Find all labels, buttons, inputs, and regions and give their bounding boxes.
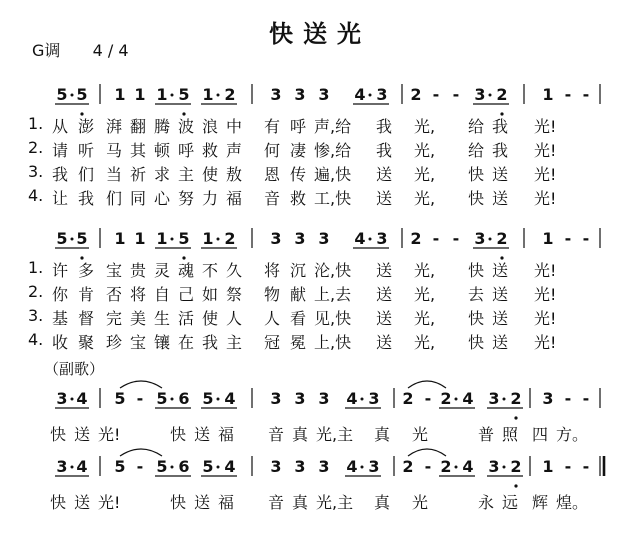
section-a-verse-4-syllable: 救: [290, 189, 307, 208]
section-b-verse-1-syllable: 许: [52, 261, 69, 280]
section-a-verse-3-syllable: 3.: [28, 162, 44, 181]
refrain-2-syllable: 送: [194, 493, 211, 512]
section-b-verse-3-syllable: 督: [78, 309, 95, 328]
section-a-verse-2-syllable: 惨,给: [314, 141, 352, 160]
refrain-1-syllable: 光: [412, 425, 429, 444]
section-a-verse-2-syllable: 声: [226, 141, 243, 160]
section-a-verse-4-syllable: 同: [130, 189, 147, 208]
section-a-verse-4-syllable: 快: [468, 189, 485, 208]
refrain-1-syllable: 普: [478, 425, 495, 444]
dot: [503, 466, 506, 469]
section-b-verse-3-syllable: 送: [492, 309, 509, 328]
section-b-verse-1-syllable: 将: [264, 261, 281, 280]
section-a-verse-1-syllable: 从: [52, 117, 69, 136]
dot: [455, 398, 458, 401]
dot: [217, 238, 220, 241]
note: 3: [270, 389, 282, 408]
section-a-verse-1-syllable: 波: [178, 117, 195, 136]
note: 1: [114, 229, 126, 248]
note: 5: [56, 229, 68, 248]
section-a-verse-4-syllable: 让: [52, 189, 69, 208]
section-a-verse-4-syllable: 音: [264, 189, 281, 208]
refrain-1-syllable: 真: [292, 425, 309, 444]
note: 3: [56, 389, 68, 408]
section-b-verse-3-syllable: 光,: [414, 309, 436, 328]
section-b-verse-3-syllable: 完: [106, 309, 123, 328]
section-a-verse-3-syllable: 当: [106, 165, 123, 184]
section-a-verse-3-syllable: 求: [154, 165, 171, 184]
refrain-2-syllable: 光!: [98, 493, 121, 512]
section-b-verse-2-syllable: 如: [202, 285, 219, 304]
section-b-verse-3-syllable: 美: [130, 309, 147, 328]
dot: [369, 94, 372, 97]
section-b-verse-2-syllable: 祭: [226, 285, 243, 304]
section-b-verse-2-syllable: 送: [376, 285, 393, 304]
section-b-verse-2-syllable: 将: [130, 285, 147, 304]
section-a-verse-4-syllable: 工,快: [314, 189, 352, 208]
section-a-verse-4-syllable: 我: [78, 189, 95, 208]
section-a-verse-3-syllable: 传: [290, 165, 307, 184]
note: 3: [294, 457, 306, 476]
refrain-2-syllable: 真: [374, 493, 391, 512]
refrain-label: （副歌）: [44, 360, 105, 378]
note: -: [582, 389, 590, 408]
section-b-verse-2-syllable: 自: [154, 285, 171, 304]
note: 3: [474, 229, 486, 248]
section-a-verse-2-syllable: 光!: [534, 141, 557, 160]
section-b-verse-4-syllable: 快: [468, 333, 485, 352]
section-a-verse-1-syllable: 澎: [78, 117, 95, 136]
note: 5: [156, 457, 168, 476]
dot: [171, 398, 174, 401]
section-a-verse-3-syllable: 们: [78, 165, 95, 184]
refrain-2-syllable: 音: [268, 493, 285, 512]
note: -: [432, 229, 440, 248]
section-a-verse-2-syllable: 呼: [178, 141, 195, 160]
note: 1: [114, 85, 126, 104]
section-b-verse-4-syllable: 收: [52, 333, 69, 352]
section-a-verse-4-syllable: 送: [376, 189, 393, 208]
tie-arc: [120, 449, 162, 456]
section-a-verse-1-syllable: 腾: [154, 117, 171, 136]
section-a-verse-2-syllable: 听: [78, 141, 95, 160]
section-b-verse-3-syllable: 活: [178, 309, 195, 328]
section-b-verse-3-syllable: 基: [52, 309, 69, 328]
section-a-verse-2-syllable: 我: [492, 141, 509, 160]
section-b-verse-4-syllable: 光!: [534, 333, 557, 352]
section-b-verse-1-syllable: 不: [202, 261, 219, 280]
section-a-verse-2-syllable: 给: [468, 141, 485, 160]
note: 3: [318, 457, 330, 476]
note: 3: [294, 85, 306, 104]
section-b-verse-2-syllable: 2.: [28, 282, 44, 301]
note: 2: [410, 85, 422, 104]
note: 2: [510, 389, 522, 408]
refrain-2-syllable: 远: [502, 493, 519, 512]
section-a-verse-1-syllable: 1.: [28, 114, 44, 133]
tie-arc: [408, 449, 446, 456]
section-a-verse-1-syllable: 有: [264, 117, 281, 136]
note: 4: [346, 389, 358, 408]
note: 4: [76, 389, 88, 408]
section-a-verse-1-syllable: 中: [226, 117, 243, 136]
note: -: [582, 229, 590, 248]
section-a-verse-4-syllable: 送: [492, 189, 509, 208]
note: 3: [294, 389, 306, 408]
note: 5: [114, 457, 126, 476]
note: 2: [410, 229, 422, 248]
note: 1: [542, 85, 554, 104]
section-b-verse-4-syllable: 冠: [264, 333, 281, 352]
note: 2: [402, 457, 414, 476]
note: -: [564, 389, 572, 408]
refrain-2-syllable: 光,主: [316, 493, 354, 512]
section-b-verse-3-syllable: 送: [376, 309, 393, 328]
refrain-2-syllable: 辉: [532, 493, 549, 512]
section-b-verse-4-syllable: 主: [226, 333, 243, 352]
lower-octave-dot: [514, 416, 517, 419]
note: 5: [178, 229, 190, 248]
note: -: [564, 457, 572, 476]
section-b-verse-4-syllable: 我: [202, 333, 219, 352]
note: -: [582, 85, 590, 104]
refrain-2-syllable: 永: [478, 493, 495, 512]
section-a-verse-3-syllable: 遍,快: [314, 165, 352, 184]
refrain-1-syllable: 快: [170, 425, 187, 444]
note: 5: [202, 389, 214, 408]
dot: [171, 238, 174, 241]
note: 5: [76, 85, 88, 104]
section-a-verse-2-syllable: 救: [202, 141, 219, 160]
note: -: [564, 85, 572, 104]
section-b-verse-2-syllable: 否: [106, 285, 123, 304]
note: 3: [318, 229, 330, 248]
refrain-2-syllable: 光: [412, 493, 429, 512]
note: 3: [56, 457, 68, 476]
note: 4: [346, 457, 358, 476]
section-a-verse-1-syllable: 湃: [106, 117, 123, 136]
section-b-verse-1-syllable: 多: [78, 261, 95, 280]
note: 3: [294, 229, 306, 248]
dot: [361, 398, 364, 401]
section-b-verse-1-syllable: 贵: [130, 261, 147, 280]
section-a-verse-2-syllable: 其: [130, 141, 147, 160]
section-a-verse-3-syllable: 祈: [130, 165, 147, 184]
section-b-verse-3-syllable: 人: [264, 309, 281, 328]
section-b-verse-1-syllable: 光,: [414, 261, 436, 280]
refrain-1-syllable: 音: [268, 425, 285, 444]
section-b-verse-1-syllable: 沦,快: [314, 261, 352, 280]
refrain-1-syllable: 四: [532, 425, 549, 444]
note: -: [452, 229, 460, 248]
section-a-verse-1-syllable: 我: [376, 117, 393, 136]
section-b-verse-3-syllable: 光!: [534, 309, 557, 328]
note: 4: [76, 457, 88, 476]
section-a-verse-2-syllable: 光,: [414, 141, 436, 160]
refrain-1-syllable: 快: [50, 425, 67, 444]
section-a-verse-1-syllable: 给: [468, 117, 485, 136]
section-a-verse-1-syllable: 呼: [290, 117, 307, 136]
section-b-verse-4-syllable: 宝: [130, 333, 147, 352]
note: -: [424, 389, 432, 408]
note: 1: [134, 229, 146, 248]
section-b-verse-2-syllable: 光!: [534, 285, 557, 304]
refrain-2-syllable: 真: [292, 493, 309, 512]
note: 3: [368, 389, 380, 408]
note: 5: [56, 85, 68, 104]
section-b-verse-3-syllable: 生: [154, 309, 171, 328]
note: 4: [462, 389, 474, 408]
time-signature: 4 / 4: [92, 41, 129, 60]
section-b-verse-1-syllable: 久: [226, 261, 243, 280]
note: -: [136, 389, 144, 408]
note: 1: [134, 85, 146, 104]
section-b-verse-4-syllable: 珍: [106, 333, 123, 352]
section-a-verse-1-syllable: 光,: [414, 117, 436, 136]
dot: [217, 94, 220, 97]
note: 1: [156, 85, 168, 104]
section-a-verse-4-syllable: 光,: [414, 189, 436, 208]
section-b-verse-4-syllable: 光,: [414, 333, 436, 352]
dot: [489, 94, 492, 97]
note: 4: [224, 457, 236, 476]
lower-octave-dot: [514, 484, 517, 487]
note: 5: [202, 457, 214, 476]
dot: [455, 466, 458, 469]
section-a-verse-2-syllable: 马: [106, 141, 123, 160]
note: 2: [496, 229, 508, 248]
note: 2: [510, 457, 522, 476]
note: 3: [542, 389, 554, 408]
section-b-verse-2-syllable: 肯: [78, 285, 95, 304]
dot: [71, 398, 74, 401]
section-a-verse-3-syllable: 光!: [534, 165, 557, 184]
dot: [217, 466, 220, 469]
dot: [71, 466, 74, 469]
note: 2: [224, 229, 236, 248]
note: 3: [488, 389, 500, 408]
note: 3: [270, 229, 282, 248]
section-b-verse-3-syllable: 看: [290, 309, 307, 328]
note: 3: [376, 85, 388, 104]
section-a-verse-3-syllable: 我: [52, 165, 69, 184]
note: 5: [114, 389, 126, 408]
section-b-verse-4-syllable: 4.: [28, 330, 44, 349]
note: -: [136, 457, 144, 476]
section-b-verse-3-syllable: 见,快: [314, 309, 352, 328]
section-a-verse-1-syllable: 声,给: [314, 117, 352, 136]
refrain-2-syllable: 福: [218, 493, 235, 512]
dot: [503, 398, 506, 401]
note: 3: [368, 457, 380, 476]
note: 1: [202, 229, 214, 248]
section-a-verse-2-syllable: 凄: [290, 141, 307, 160]
section-a-verse-1-syllable: 翻: [130, 117, 147, 136]
note: 6: [178, 457, 190, 476]
section-b-verse-1-syllable: 送: [376, 261, 393, 280]
note: 1: [542, 229, 554, 248]
section-b-verse-3-syllable: 3.: [28, 306, 44, 325]
note: -: [424, 457, 432, 476]
section-a-verse-1-syllable: 浪: [202, 117, 219, 136]
section-a-verse-4-syllable: 努: [178, 189, 195, 208]
note: 3: [488, 457, 500, 476]
section-b-verse-2-syllable: 献: [290, 285, 307, 304]
note: 4: [224, 389, 236, 408]
refrain-1-syllable: 送: [74, 425, 91, 444]
section-a-verse-4-syllable: 4.: [28, 186, 44, 205]
section-b-verse-2-syllable: 光,: [414, 285, 436, 304]
refrain-1-syllable: 方。: [556, 425, 589, 444]
dot: [171, 94, 174, 97]
refrain-1-syllable: 送: [194, 425, 211, 444]
section-a-verse-3-syllable: 光,: [414, 165, 436, 184]
note: 5: [156, 389, 168, 408]
refrain-1-syllable: 光!: [98, 425, 121, 444]
note: -: [582, 457, 590, 476]
section-b-verse-3-syllable: 人: [226, 309, 243, 328]
section-a-verse-3-syllable: 送: [376, 165, 393, 184]
section-b-verse-4-syllable: 送: [492, 333, 509, 352]
section-b-verse-1-syllable: 魂: [178, 261, 195, 280]
song-title: 快送光: [269, 20, 371, 48]
section-a-verse-4-syllable: 们: [106, 189, 123, 208]
section-a-verse-2-syllable: 我: [376, 141, 393, 160]
section-b-verse-3-syllable: 使: [202, 309, 219, 328]
refrain-1-syllable: 福: [218, 425, 235, 444]
note: 1: [202, 85, 214, 104]
section-b-verse-2-syllable: 上,去: [314, 285, 352, 304]
note: 4: [354, 229, 366, 248]
section-b-verse-4-syllable: 镶: [154, 333, 171, 352]
section-a-verse-3-syllable: 快: [468, 165, 485, 184]
section-b-verse-3-syllable: 快: [468, 309, 485, 328]
section-b-verse-1-syllable: 宝: [106, 261, 123, 280]
refrain-1-syllable: 真: [374, 425, 391, 444]
note: 4: [354, 85, 366, 104]
note: 3: [474, 85, 486, 104]
note: 5: [76, 229, 88, 248]
note: -: [452, 85, 460, 104]
note: 1: [156, 229, 168, 248]
section-a-verse-4-syllable: 光!: [534, 189, 557, 208]
dot: [361, 466, 364, 469]
section-a-verse-2-syllable: 2.: [28, 138, 44, 157]
note: 3: [270, 457, 282, 476]
section-b-verse-2-syllable: 己: [178, 285, 195, 304]
note: -: [564, 229, 572, 248]
section-b-verse-1-syllable: 光!: [534, 261, 557, 280]
note: 2: [402, 389, 414, 408]
dot: [369, 238, 372, 241]
section-a-verse-3-syllable: 使: [202, 165, 219, 184]
section-b-verse-1-syllable: 沉: [290, 261, 307, 280]
note: 5: [178, 85, 190, 104]
section-b-verse-4-syllable: 在: [178, 333, 195, 352]
section-b-verse-4-syllable: 上,快: [314, 333, 352, 352]
dot: [171, 466, 174, 469]
refrain-2-syllable: 快: [50, 493, 67, 512]
refrain-2-syllable: 快: [170, 493, 187, 512]
section-a-verse-2-syllable: 何: [264, 141, 281, 160]
section-a-verse-2-syllable: 顿: [154, 141, 171, 160]
note: 1: [542, 457, 554, 476]
section-b-verse-2-syllable: 送: [492, 285, 509, 304]
section-a-verse-1-syllable: 我: [492, 117, 509, 136]
tie-arc: [408, 381, 446, 388]
section-b-verse-1-syllable: 快: [468, 261, 485, 280]
section-b-verse-2-syllable: 去: [468, 285, 485, 304]
note: -: [432, 85, 440, 104]
key-signature: G调: [32, 41, 61, 60]
dot: [71, 238, 74, 241]
refrain-2-syllable: 煌。: [556, 493, 589, 512]
section-b-verse-1-syllable: 送: [492, 261, 509, 280]
note: 6: [178, 389, 190, 408]
dot: [71, 94, 74, 97]
section-b-verse-1-syllable: 1.: [28, 258, 44, 277]
section-a-verse-3-syllable: 敖: [226, 165, 243, 184]
refrain-1-syllable: 光,主: [316, 425, 354, 444]
section-a-verse-3-syllable: 主: [178, 165, 195, 184]
section-a-verse-4-syllable: 力: [202, 189, 219, 208]
note: 2: [496, 85, 508, 104]
section-b-verse-4-syllable: 冕: [290, 333, 307, 352]
section-b-verse-1-syllable: 灵: [154, 261, 171, 280]
note: 3: [318, 85, 330, 104]
section-a-verse-3-syllable: 送: [492, 165, 509, 184]
section-a-verse-4-syllable: 心: [154, 189, 171, 208]
section-b-verse-2-syllable: 你: [52, 285, 69, 304]
note: 3: [270, 85, 282, 104]
section-a-verse-2-syllable: 请: [52, 141, 69, 160]
section-a-verse-1-syllable: 光!: [534, 117, 557, 136]
section-a-verse-3-syllable: 恩: [264, 165, 281, 184]
dot: [217, 398, 220, 401]
dot: [489, 238, 492, 241]
note: 2: [440, 457, 452, 476]
note: 3: [376, 229, 388, 248]
section-a-verse-4-syllable: 福: [226, 189, 243, 208]
section-b-verse-4-syllable: 送: [376, 333, 393, 352]
note: 4: [462, 457, 474, 476]
note: 3: [318, 389, 330, 408]
section-b-verse-4-syllable: 聚: [78, 333, 95, 352]
refrain-1-syllable: 照: [502, 425, 519, 444]
note: 2: [224, 85, 236, 104]
refrain-2-syllable: 送: [74, 493, 91, 512]
section-b-verse-2-syllable: 物: [264, 285, 281, 304]
tie-arc: [120, 381, 162, 388]
note: 2: [440, 389, 452, 408]
